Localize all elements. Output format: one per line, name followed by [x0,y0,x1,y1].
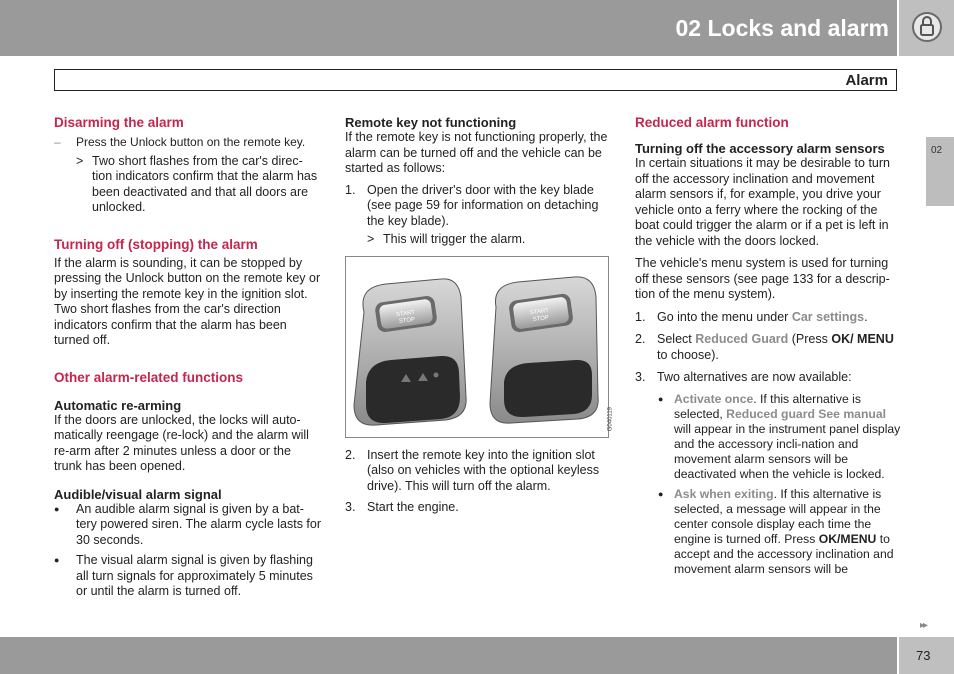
step-text: Open the driver's door with the key blade (see page 59 for information on detaching the key blade). [367,182,599,228]
disarm-result-text: Two short flashes from the car's direc-tion indicators confirm that the alarm has been deactivated and that all doors are unlocked. [92,153,318,214]
reduced-guard-message: Reduced guard See manual [726,406,887,421]
section-title-bar [54,69,897,91]
signal-bullet-2 [54,553,322,600]
remote-key-intro: If the remote key is not functioning properly, the alarm can be turned off and the vehicle can be started as follows: [345,130,608,175]
step-number: 2. [635,332,646,346]
step-text: Insert the remote key into the ignition slot (also on vehicles with the optional keyless drive). This will turn off the alarm. [367,447,600,493]
button-label-stop: STOP [398,316,416,325]
step-number: 3. [345,500,356,514]
step-1-result-text: This will trigger the alarm. [383,232,526,246]
page-number: 73 [916,648,931,663]
dash-marker: – [54,135,61,149]
column-3 [635,115,903,577]
disarming-heading: Disarming the alarm [54,115,184,130]
alt-1-text-2: will appear in the instrument panel display and the accessory incli-nation and movement alarm sensors will be deactivated when the vehicle is locked. [674,421,901,481]
chapter-title: 02 Locks and alarm [675,15,889,41]
result-marker: > [76,153,84,168]
menu-step-1 [635,310,903,326]
bullet-marker: ● [658,393,664,404]
step-number: 1. [345,182,356,197]
reduced-alarm-heading: Reduced alarm function [635,115,789,130]
ignition-figure [345,256,613,438]
figure-code: G040119 [607,406,613,431]
button-label-stop-2: STOP [532,314,550,323]
alt-2-text-2: to accept and the accessory inclination and movement alarm sensors will be [674,531,894,576]
chapter-tab-label: 02 [931,145,943,156]
step-1-result [345,232,613,248]
rearm-heading: Automatic re-arming [54,397,182,413]
other-functions-heading: Other alarm-related functions [54,369,244,385]
step-2-post: to choose). [657,347,719,362]
disarm-step-text: Press the Unlock button on the remote key. [76,135,306,149]
column-1 [54,115,322,600]
page-number-box [899,637,954,674]
step-number: 3. [635,370,646,384]
signal-bullet-text: The visual alarm signal is given by flashing all turn signals for approximately 5 minutes or until the alarm is turned off. [76,553,313,598]
bullet-marker: ● [54,555,60,565]
step-1-pre: Go into the menu under [657,309,792,324]
double-arrow-right-icon[interactable]: ▸▸ [920,620,927,631]
signal-bullet-text: An audible alarm signal is given by a bat-tery powered siren. The alarm cycle lasts for 30 seconds. [76,501,322,547]
reduced-guard-link[interactable]: Reduced Guard [695,332,789,346]
button-label-start: START [395,309,416,318]
step-2-mid: (Press [788,332,832,346]
alt-1-text-1: . If this alternative is selected, [674,391,861,421]
car-settings-link[interactable]: Car settings [791,309,865,324]
ok-menu-key: OK/MENU [818,531,877,546]
step-2 [345,448,613,495]
step-text: Start the engine. [367,500,459,514]
column-2 [345,115,613,516]
activate-once-link[interactable]: Activate once [674,391,754,406]
disarm-step [54,135,322,151]
lock-icon [912,10,942,44]
bullet-marker: ● [658,488,664,499]
sensors-para-1: In certain situations it may be desirable to turn off the accessory inclination and movement alarm sensors if, for example, you drive your vehicle onto a ferry where the rocking of the boat could trigger the alarm or if a pet is left in the vehicle with the doors locked. [635,156,890,248]
sensors-subheading: Turning off the accessory alarm sensors [635,141,885,156]
button-label-start-2: START [529,307,550,317]
rearm-text: If the doors are unlocked, the locks will auto-matically reengage (re-lock) and the alarm will re-arm after 2 minutes unless a door or the trunk has been opened. [54,412,309,473]
step-3 [345,500,613,516]
turning-off-text: If the alarm is sounding, it can be stopped by pressing the Unlock button on the remote key or by inserting the remote key in the ignition slot. Two short flashes from the car's direction indicators confirm that the alarm has been turned off. [54,255,321,347]
menu-step-3 [635,370,903,386]
ignition-slot-illustration [346,257,608,437]
menu-step-2 [635,332,903,363]
step-1 [345,183,613,230]
ok-menu-key: OK/ MENU [831,332,894,346]
remote-key-heading: Remote key not functioning [345,115,517,130]
page-header [0,0,897,56]
alternative-1 [635,392,903,482]
step-1-post: . [864,309,868,324]
sensors-para-2: The vehicle's menu system is used for turning off these sensors (see page 133 for a descrip-tion of the menu system). [635,256,890,301]
step-3-text: Two alternatives are now available: [657,370,852,384]
result-marker: > [367,232,375,246]
step-2-pre: Select [657,332,696,346]
disarm-result [54,154,322,216]
chapter-side-tab[interactable] [926,137,954,206]
alternative-2 [635,487,903,577]
turning-off-heading: Turning off (stopping) the alarm [54,236,258,252]
bullet-marker: ● [54,503,60,514]
section-title: Alarm [845,72,888,89]
step-number: 1. [635,309,646,324]
page-footer [0,637,897,674]
step-number: 2. [345,447,356,462]
alt-2-text-1: . If this alternative is selected, a message will appear in the center console display each time the engine is turned off. Press [674,486,882,546]
chapter-icon-box [899,0,954,56]
ask-when-exiting-link[interactable]: Ask when exiting [674,486,774,501]
signal-heading: Audible/visual alarm signal [54,486,222,502]
signal-bullet-1 [54,502,322,549]
